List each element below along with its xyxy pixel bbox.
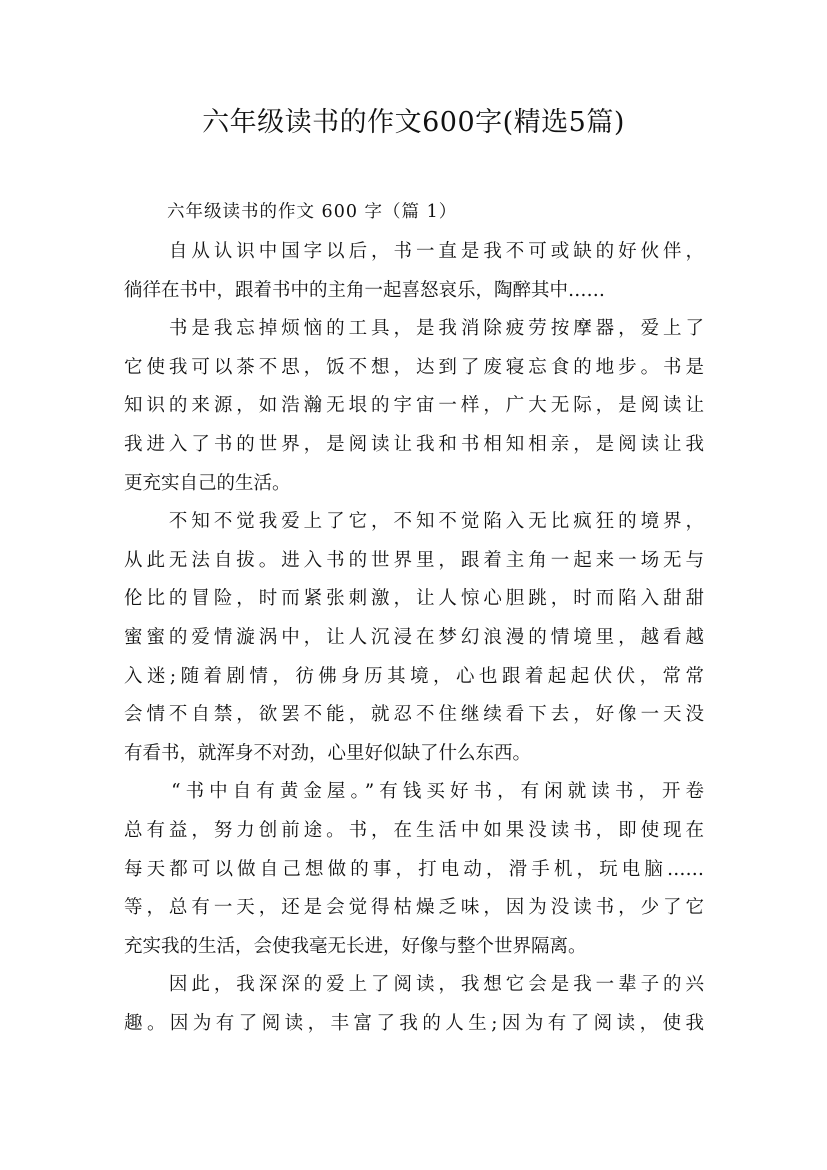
document-title: 六年级读书的作文600字(精选5篇): [202, 107, 625, 138]
text-line: 它使我可以茶不思，饭不想，达到了废寝忘食的地步。书是: [124, 356, 704, 378]
text-line: 书是我忘掉烦恼的工具，是我消除疲劳按摩器，爱上了: [124, 318, 704, 340]
section-heading: 六年级读书的作文 600 字（篇 1）: [167, 202, 458, 222]
text-line: 从此无法自拔。进入书的世界里，跟着主角一起来一场无与: [124, 549, 704, 571]
paragraph-4: [124, 773, 704, 966]
text-line: 伦比的冒险，时而紧张刺激，让人惊心胆跳，时而陷入甜甜: [124, 588, 704, 610]
text-line: 每天都可以做自己想做的事，打电动，滑手机，玩电脑……: [124, 858, 704, 880]
text-line: 总有益，努力创前途。书，在生活中如果没读书，即使现在: [124, 819, 704, 841]
text-line: 蜜蜜的爱情漩涡中，让人沉浸在梦幻浪漫的情境里，越看越: [124, 626, 704, 648]
paragraph-3: [124, 503, 704, 773]
text-line: 知识的来源，如浩瀚无垠的宇宙一样，广大无际，是阅读让: [124, 395, 704, 417]
text-line: 会情不自禁，欲罢不能，就忍不住继续看下去，好像一天没: [124, 704, 704, 726]
text-line: 更充实自己的生活。: [124, 472, 291, 494]
text-line: 徜徉在书中，跟着书中的主角一起喜怒哀乐，陶醉其中……: [124, 279, 606, 301]
paragraph-1: [124, 233, 704, 310]
text-line: 不知不觉我爱上了它，不知不觉陷入无比疯狂的境界，: [124, 511, 704, 533]
paragraph-5: [124, 966, 704, 1043]
text-line: 趣。因为有了阅读，丰富了我的人生;因为有了阅读，使我: [124, 1012, 704, 1034]
text-line: 有看书，就浑身不对劲，心里好似缺了什么东西。: [124, 742, 532, 764]
text-line: “书中自有黄金屋。”有钱买好书，有闲就读书，开卷: [124, 781, 704, 803]
text-line: 我进入了书的世界，是阅读让我和书相知相亲，是阅读让我: [124, 433, 704, 455]
document-body: [124, 233, 704, 1043]
text-line: 入迷;随着剧情，彷佛身历其境，心也跟着起起伏伏，常常: [124, 665, 704, 687]
paragraph-2: [124, 310, 704, 503]
text-line: 充实我的生活，会使我毫无长进，好像与整个世界隔离。: [124, 935, 587, 957]
text-line: 因此，我深深的爱上了阅读，我想它会是我一辈子的兴: [124, 974, 704, 996]
text-line: 等，总有一天，还是会觉得枯燥乏味，因为没读书，少了它: [124, 897, 704, 919]
text-line: 自从认识中国字以后，书一直是我不可或缺的好伙伴，: [124, 241, 704, 262]
